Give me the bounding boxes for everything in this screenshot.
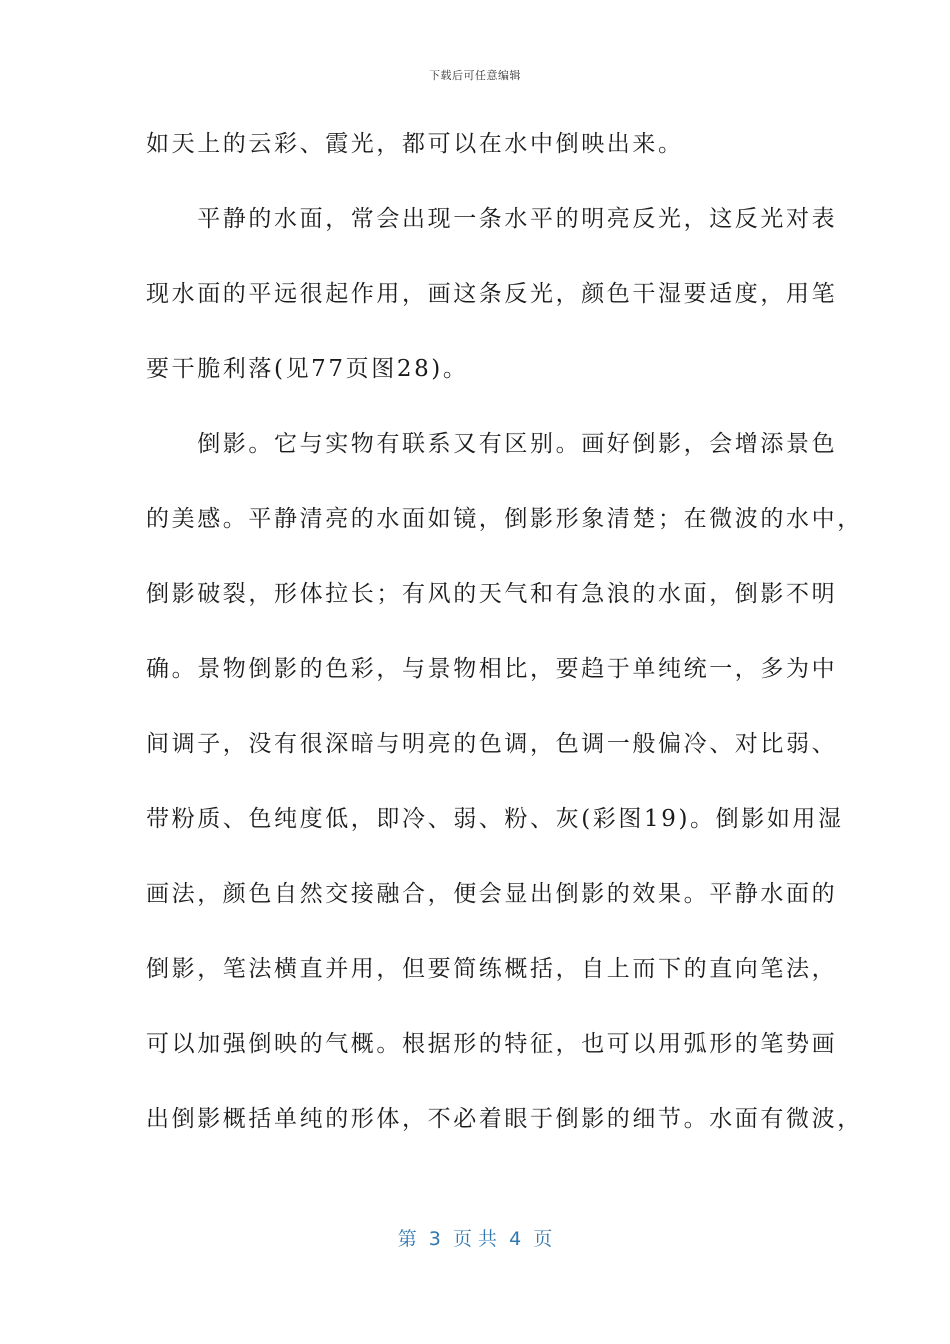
text-line: 确。景物倒影的色彩，与景物相比，要趋于单纯统一，多为中 [146,656,838,682]
text-line: 画法，颜色自然交接融合，便会显出倒影的效果。平静水面的 [146,881,838,907]
text-line: 倒影破裂，形体拉长；有风的天气和有急浪的水面，倒影不明 [146,581,838,607]
text-line: 间调子，没有很深暗与明亮的色调，色调一般偏冷、对比弱、 [146,731,838,757]
text-line: 的美感。平静清亮的水面如镜，倒影形象清楚；在微波的水中， [146,506,863,532]
text-line: 倒影，笔法横直并用，但要简练概括，自上而下的直向笔法， [146,956,838,982]
text-line: 现水面的平远很起作用，画这条反光，颜色干湿要适度，用笔 [146,281,838,307]
text-line: 要干脆利落(见77页图28)。 [146,356,469,382]
text-line: 带粉质、色纯度低，即冷、弱、粉、灰(彩图19)。倒影如用湿 [146,806,844,832]
header-note: 下载后可任意编辑 [429,69,521,82]
text-line: 可以加强倒映的气概。根据形的特征，也可以用弧形的笔势画 [146,1031,838,1057]
page-number-footer: 第 3 页 共 4 页 [397,1228,553,1250]
text-line: 倒影。它与实物有联系又有区别。画好倒影，会增添景色 [146,431,838,457]
text-line: 如天上的云彩、霞光，都可以在水中倒映出来。 [146,131,684,157]
text-line: 平静的水面，常会出现一条水平的明亮反光，这反光对表 [146,206,838,232]
text-line: 出倒影概括单纯的形体，不必着眼于倒影的细节。水面有微波， [146,1106,863,1132]
